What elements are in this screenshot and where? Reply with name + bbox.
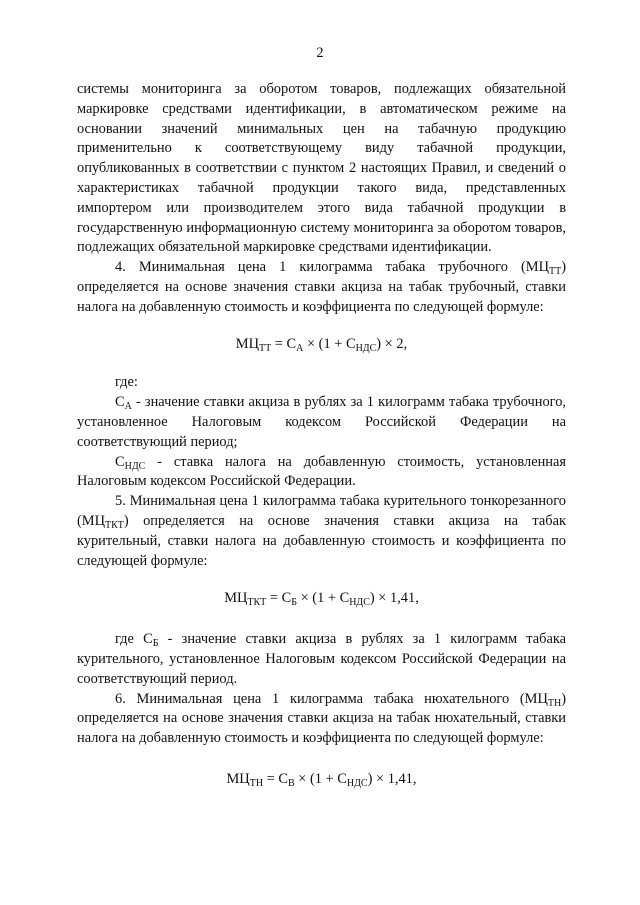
document-body <box>77 80 566 790</box>
paragraph-item-5: 5. Минимальная цена 1 килограмма табака курительного тонкорезанного $(МЦ_{ТКТ})$ определяется на основе значения ставки акциза на табак курительный, ставки налога на добавленную стоимость и коэффициента по следующей формуле: <box>77 493 566 569</box>
formula-snuff-tobacco: $МЦ_{ТН} = С_В \times (1 + С_{НДС}) \times 1,41$, <box>226 770 417 789</box>
page-number: 2 <box>316 45 324 61</box>
paragraph-continuation: системы мониторинга за оборотом товаров, подлежащих обязательной маркировке средствами идентификации, в автоматическом режиме на основании значений минимальных цен на табачную продукцию применительно к соответствующему виду табачной продукции, опубликованных в соответствии с пунктом 2 настоящих Правил, и сведений о характеристиках табачной продукции такого вида, представленных импортером или производителем этого вида табачной продукции в государственную информационную систему мониторинга за оборотом товаров, подлежащих обязательной маркировке средствами идентификации. <box>77 81 566 256</box>
where-label: где: <box>115 374 138 391</box>
paragraph-item-4: 4. Минимальная цена 1 килограмма табака трубочного $(МЦ_{ТТ})$ определяется на основе значения ставки акциза на табак трубочный, ставки налога на добавленную стоимость и коэффициента по следующей формуле: <box>77 259 566 315</box>
definition-cb: где $С_Б$ - значение ставки акциза в рублях за 1 килограмм табака курительного, установленное Налоговым кодексом Российской Федерации на соответствующий период. <box>77 631 566 687</box>
paragraph-item-6: 6. Минимальная цена 1 килограмма табака нюхательного $(МЦ_{ТН})$ определяется на основе значения ставки акциза на табак нюхательный, ставки налога на добавленную стоимость и коэффициента по следующей формуле: <box>77 690 566 747</box>
definition-cnds: $С_{НДС}$ - ставка налога на добавленную стоимость, установленная Налоговым кодексом Российской Федерации. <box>77 453 566 490</box>
definition-ca: $С_А$ - значение ставки акциза в рублях за 1 килограмм табака трубочного, установленное Налоговым кодексом Российской Федерации на соответствующий период; <box>77 394 566 450</box>
formula-pipe-tobacco: $МЦ_{ТТ} = С_А \times (1 + С_{НДС}) \times 2$, <box>235 335 408 354</box>
formula-fine-cut-tobacco: $МЦ_{ТКТ} = С_Б \times (1 + С_{НДС}) \times 1,41$, <box>224 590 419 609</box>
